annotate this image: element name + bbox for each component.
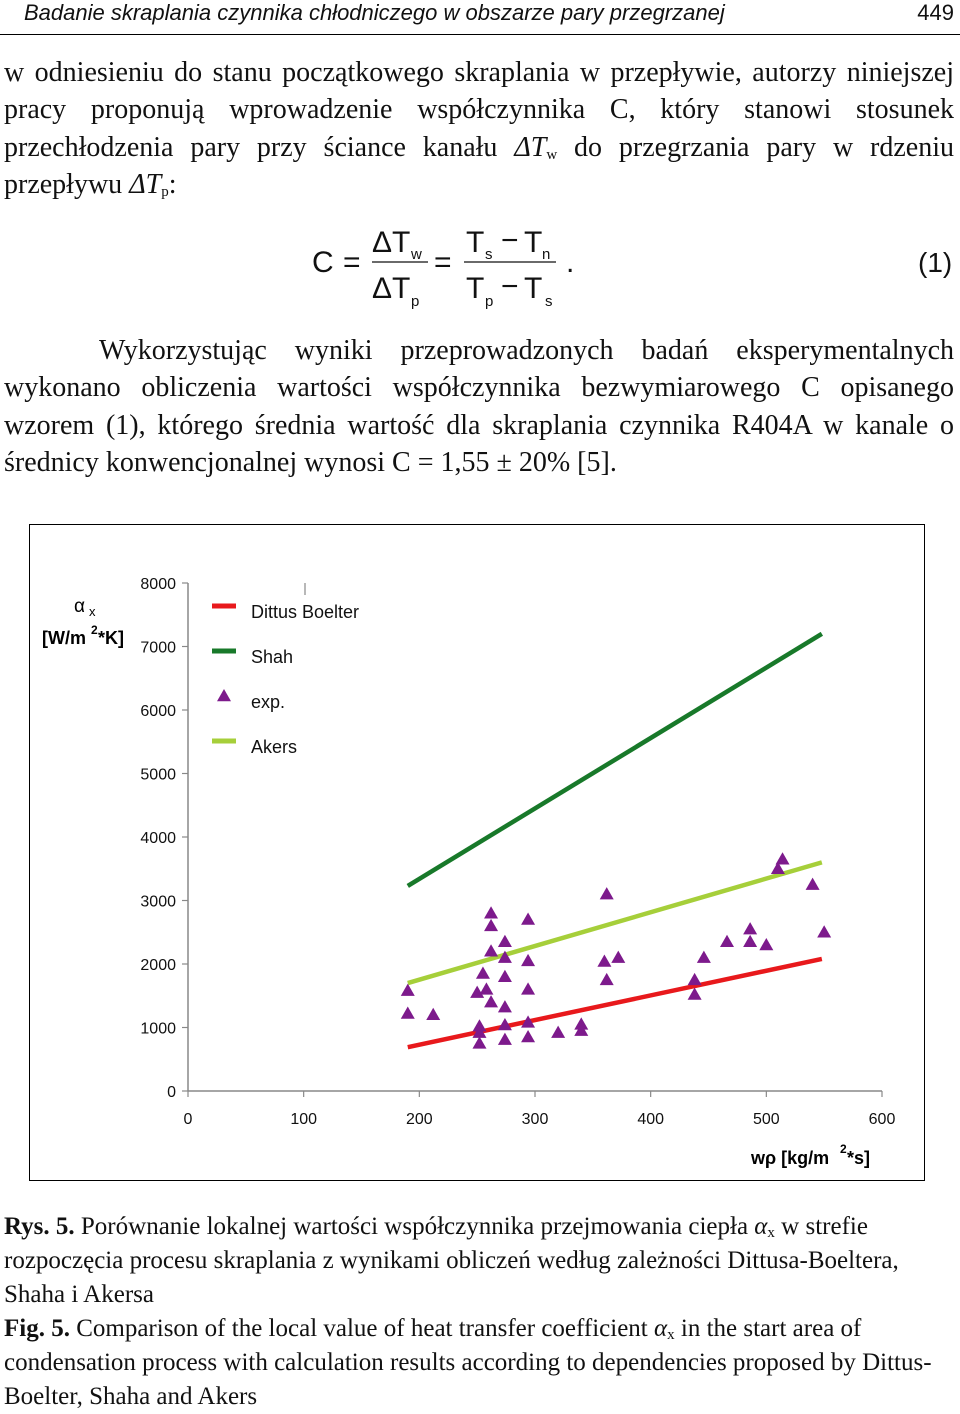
caption-polish [4,1210,954,1312]
y-tick-label: 6000 [140,703,176,720]
data-point [759,938,773,950]
y-tick-label: 4000 [140,830,176,847]
legend-swatch-exp [217,689,231,701]
caption-pl-sub: x [767,1225,775,1241]
data-point [574,1017,588,1029]
caption-pl-label: Rys. 5. [4,1213,75,1240]
x-tick-label: 400 [637,1111,665,1128]
delta-tp-symbol: ΔT [129,168,162,200]
data-point [600,887,614,899]
y-tick-label: 2000 [140,957,176,974]
data-point [484,906,498,918]
paragraph-intro-mid: do przegrzania pary w rdzeniu przepływu [4,131,955,200]
eq-equals-2: = [434,246,452,279]
caption-en-label: Fig. 5. [4,1315,70,1342]
data-point [476,967,490,979]
caption-english [4,1312,954,1414]
eq-number: (1) [918,247,953,278]
ylabel-unit-sup: 2 [91,623,98,637]
eq-den2-b-sub: s [545,293,553,310]
ylabel-sub: x [89,604,96,619]
eq-den2-a-sub: p [485,293,494,310]
data-point [521,913,535,925]
data-point [743,922,757,934]
data-point [484,995,498,1007]
series-line-dittus-boelter [408,959,822,1047]
legend-label-dittus-boelter: Dittus Boelter [251,602,360,622]
paragraph-results: Wykorzystując wyniki przeprowadzonych badań eksperymentalnych wykonano obliczenia wartości współczynnika bezwymiarowego C opisanego wzorem (1), którego średnia wartość dla skraplania czynnika R404A w kanale o średnicy konwencjonalnej wynosi C = 1,55 ± 20% [5]. [4,335,954,478]
delta-tw-sub: w [546,146,558,163]
delta-tw-symbol: ΔT [514,131,547,163]
data-point [806,878,820,890]
data-point [697,951,711,963]
caption-pl-text2: w strefie rozpoczęcia procesu skraplania z wynikami obliczeń według zależności Dittusa-Boeltera, Shaha i Akersa [4,1213,899,1308]
data-point [688,973,702,985]
delta-tp-sub: p [161,183,169,200]
page-number: 449 [917,0,954,25]
x-tick-label: 0 [183,1111,193,1128]
running-title: Badanie skraplania czynnika chłodniczego w obszarze pary przegrzanej [24,0,725,25]
eq-lhs: C [312,246,334,279]
legend-label-shah: Shah [251,647,294,667]
y-tick-label: 0 [167,1084,176,1101]
eq-num2-a: T [466,226,485,259]
data-point [720,935,734,947]
eq-den1: ΔT [372,272,411,305]
data-point [498,935,512,947]
caption-en-text: Comparison of the local value of heat transfer coefficient [76,1315,648,1342]
eq-num2-a-sub: s [485,246,493,263]
data-point [426,1008,440,1020]
data-point [521,1030,535,1042]
x-tick-label: 600 [868,1111,896,1128]
series-line-shah [408,634,822,886]
eq-equals-1: = [343,246,361,279]
eq-num1: ΔT [372,226,411,259]
x-tick-label: 100 [290,1111,318,1128]
x-tick-label: 500 [752,1111,780,1128]
caption-en-sub: x [667,1327,675,1343]
eq-den1-sub: p [411,293,420,310]
data-point [600,973,614,985]
eq-num2-b-sub: n [542,246,551,263]
xlabel-end: *s] [847,1148,871,1168]
data-point [521,982,535,994]
y-tick-label: 5000 [140,766,176,784]
y-tick-label: 3000 [140,893,176,911]
eq-den2-a: T [466,272,485,305]
ylabel-symbol: α [74,596,85,617]
data-point [551,1026,565,1038]
y-tick-label: 1000 [140,1020,176,1038]
data-point [611,951,625,963]
xlabel-sup: 2 [840,1142,847,1156]
x-tick-label: 300 [521,1111,549,1128]
data-point [484,944,498,956]
data-point [521,954,535,966]
paragraph-intro-text: w odniesieniu do stanu początkowego skraplania w przepływie, autorzy niniejszej pracy proponują wprowadzenie współczynnika C, który stanowi stosunek przechłodzenia pary przy ściance kanału [4,57,954,163]
data-point [401,1007,415,1019]
paragraph-intro-end: : [168,168,177,200]
xlabel-main: wρ [kg/m [751,1148,830,1168]
caption-en-text2: in the start area of condensation process with calculation results according to dependencies proposed by Dittus-Boelter, Shaha and Akers [4,1315,932,1410]
data-point [597,954,611,966]
y-tick-label: 8000 [140,576,176,593]
data-point [498,970,512,982]
data-point [401,984,415,996]
ylabel-unit-end: *K] [98,628,124,648]
eq-den2-op: − [501,270,519,303]
eq-num2-op: − [501,224,519,257]
caption-en-symbol: α [654,1315,668,1342]
eq-num2-b: T [524,226,543,259]
data-point [498,1000,512,1012]
data-point [498,1033,512,1045]
data-point [484,919,498,931]
data-point [479,982,493,994]
series-line-akers [408,862,822,983]
eq-num1-sub: w [411,246,422,263]
eq-den2-b: T [524,272,543,305]
legend-label-akers: Akers [251,737,298,757]
x-tick-label: 200 [405,1111,433,1128]
data-point [817,925,831,937]
data-point [472,1036,486,1048]
caption-pl-symbol: α [754,1213,768,1240]
y-tick-label: 7000 [140,639,176,657]
data-point [743,935,757,947]
data-point [776,852,790,864]
caption-pl-text: Porównanie lokalnej wartości współczynnika przejmowania ciepła [80,1213,749,1240]
legend-label-exp: exp. [251,692,286,712]
eq-dot: . [566,246,575,279]
ylabel-unit: [W/m [42,628,86,648]
